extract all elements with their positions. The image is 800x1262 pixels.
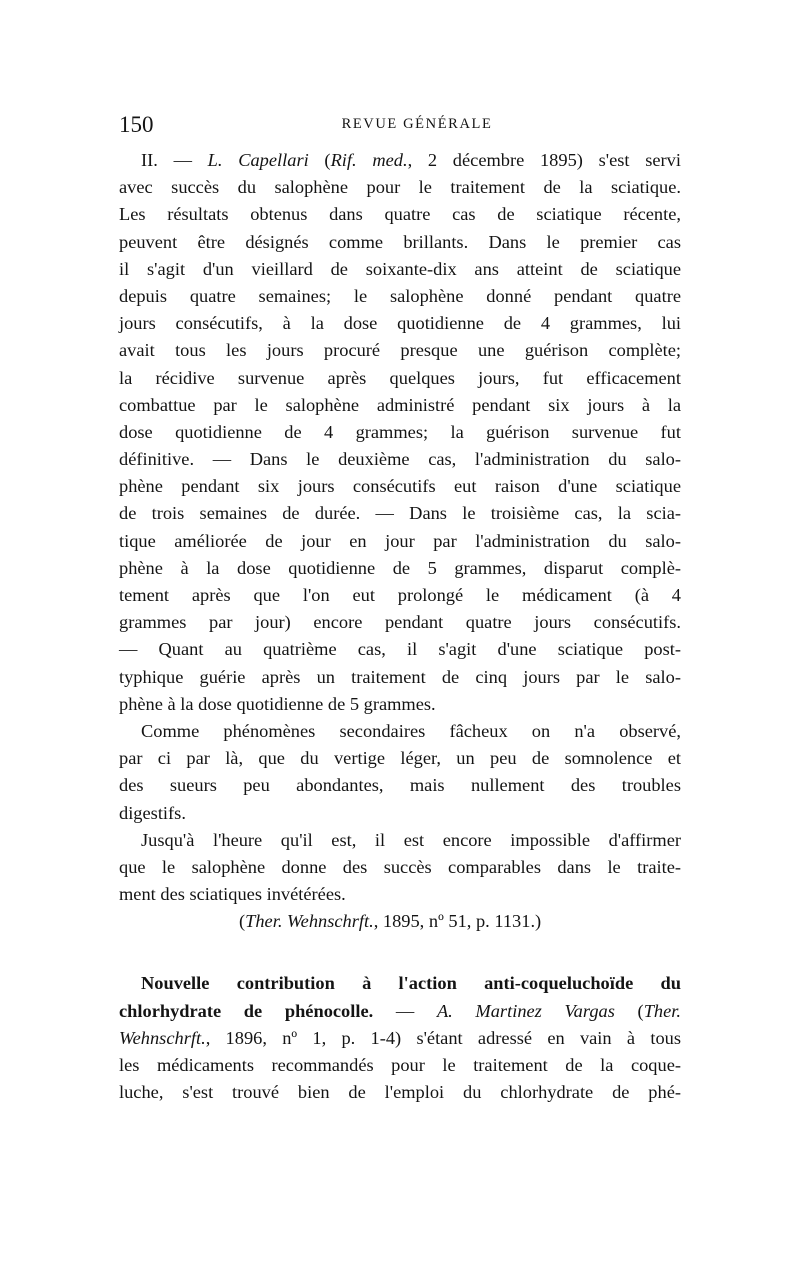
text-line: ment des sciatiques invétérées. <box>119 884 346 905</box>
page-number: 150 <box>119 112 154 137</box>
text-line: typhique guérie après un traitement de cinq jours par le salo- <box>119 666 681 687</box>
text-line: peuvent être désignés comme brillants. Dans le premier cas <box>119 231 681 252</box>
text-line: les médicaments recommandés pour le traitement de la coque- <box>119 1055 681 1075</box>
text-line: grammes par jour) encore pendant quatre jours consécutifs. <box>119 612 681 633</box>
text-line: il s'agit d'un vieillard de soixante-dix ans atteint de sciatique <box>119 258 681 279</box>
text-line: phène à la dose quotidienne de 5 grammes, disparut complè- <box>119 557 681 578</box>
text-line: Les résultats obtenus dans quatre cas de sciatique récente, <box>119 204 681 225</box>
text-line: phène à la dose quotidienne de 5 grammes. <box>119 693 436 714</box>
journal-name: Ther. <box>643 1000 681 1021</box>
text-line: phène pendant six jours consécutifs eut raison d'une sciatique <box>119 476 681 497</box>
text-line: avec succès du salophène pour le traitement de la sciatique. <box>119 177 681 198</box>
text-line: Jusqu'à l'heure qu'il est, il est encore impossible d'affirmer <box>141 829 681 850</box>
journal-name: Ther. Wehnschrft. <box>245 911 374 932</box>
reference-citation <box>119 908 681 935</box>
text-line: luche, s'est trouvé bien de l'emploi du chlorhydrate de phé- <box>119 1082 681 1103</box>
running-head <box>119 112 681 146</box>
text-line: avait tous les jours procuré presque une guérison complète; <box>119 340 681 361</box>
text-line: que le salophène donne des succès comparables dans le traite- <box>119 856 681 877</box>
paragraph-conclusion <box>119 827 681 909</box>
section-title-line: chlorhydrate de phénocolle. <box>119 1000 374 1021</box>
text-line: II. — L. Capellari (Rif. med., 2 décembre 1895) s'est servi <box>141 150 681 170</box>
text-line: la récidive survenue après quelques jours, fut efficacement <box>119 367 681 388</box>
journal-name: Rif. med. <box>330 150 408 170</box>
text-line: jours consécutifs, à la dose quotidienne de 4 grammes, lui <box>119 313 681 334</box>
text-line: Comme phénomènes secondaires fâcheux on n'a observé, <box>141 720 681 741</box>
text-line: Wehnschrft., 1896, nº 1, p. 1-4) s'étant adressé en vain à tous <box>119 1027 681 1048</box>
paragraph-capellari <box>119 147 681 718</box>
paragraph-secondary-effects <box>119 718 681 827</box>
journal-name: Wehnschrft. <box>119 1027 206 1048</box>
text-line: — Quant au quatrième cas, il s'agit d'une sciatique post- <box>119 639 681 660</box>
text-line: par ci par là, que du vertige léger, un peu de somnolence et <box>119 748 681 769</box>
text-line: chlorhydrate de phénocolle. — A. Martinez Vargas (Ther. <box>119 1000 681 1021</box>
text-line: tique améliorée de jour en jour par l'administration du salo- <box>119 530 681 551</box>
text-line: depuis quatre semaines; le salophène donné pendant quatre <box>119 285 681 306</box>
text-line: (Ther. Wehnschrft., 1895, nº 51, p. 1131.) <box>239 911 542 932</box>
text-line: digestifs. <box>119 802 186 823</box>
running-title: REVUE GÉNÉRALE <box>341 116 493 132</box>
text-line: des sueurs peu abondantes, mais nullement des troubles <box>119 775 681 796</box>
text-line: définitive. — Dans le deuxième cas, l'administration du salo- <box>119 449 681 470</box>
text-line: tement après que l'on eut prolongé le médicament (à 4 <box>119 585 681 605</box>
page <box>119 112 681 1106</box>
author-name: L. Capellari <box>207 150 309 170</box>
section-title-line: Nouvelle contribution à l'action anti-coqueluchoïde du <box>141 973 681 994</box>
section-gap <box>119 935 681 970</box>
text-line: de trois semaines de durée. — Dans le troisième cas, la scia- <box>119 503 681 524</box>
text-line: dose quotidienne de 4 grammes; la guérison survenue fut <box>119 421 681 442</box>
author-name: A. Martinez Vargas <box>436 1000 615 1021</box>
paragraph-martinez-vargas <box>119 970 681 1106</box>
text-line: combattue par le salophène administré pendant six jours à la <box>119 394 681 415</box>
